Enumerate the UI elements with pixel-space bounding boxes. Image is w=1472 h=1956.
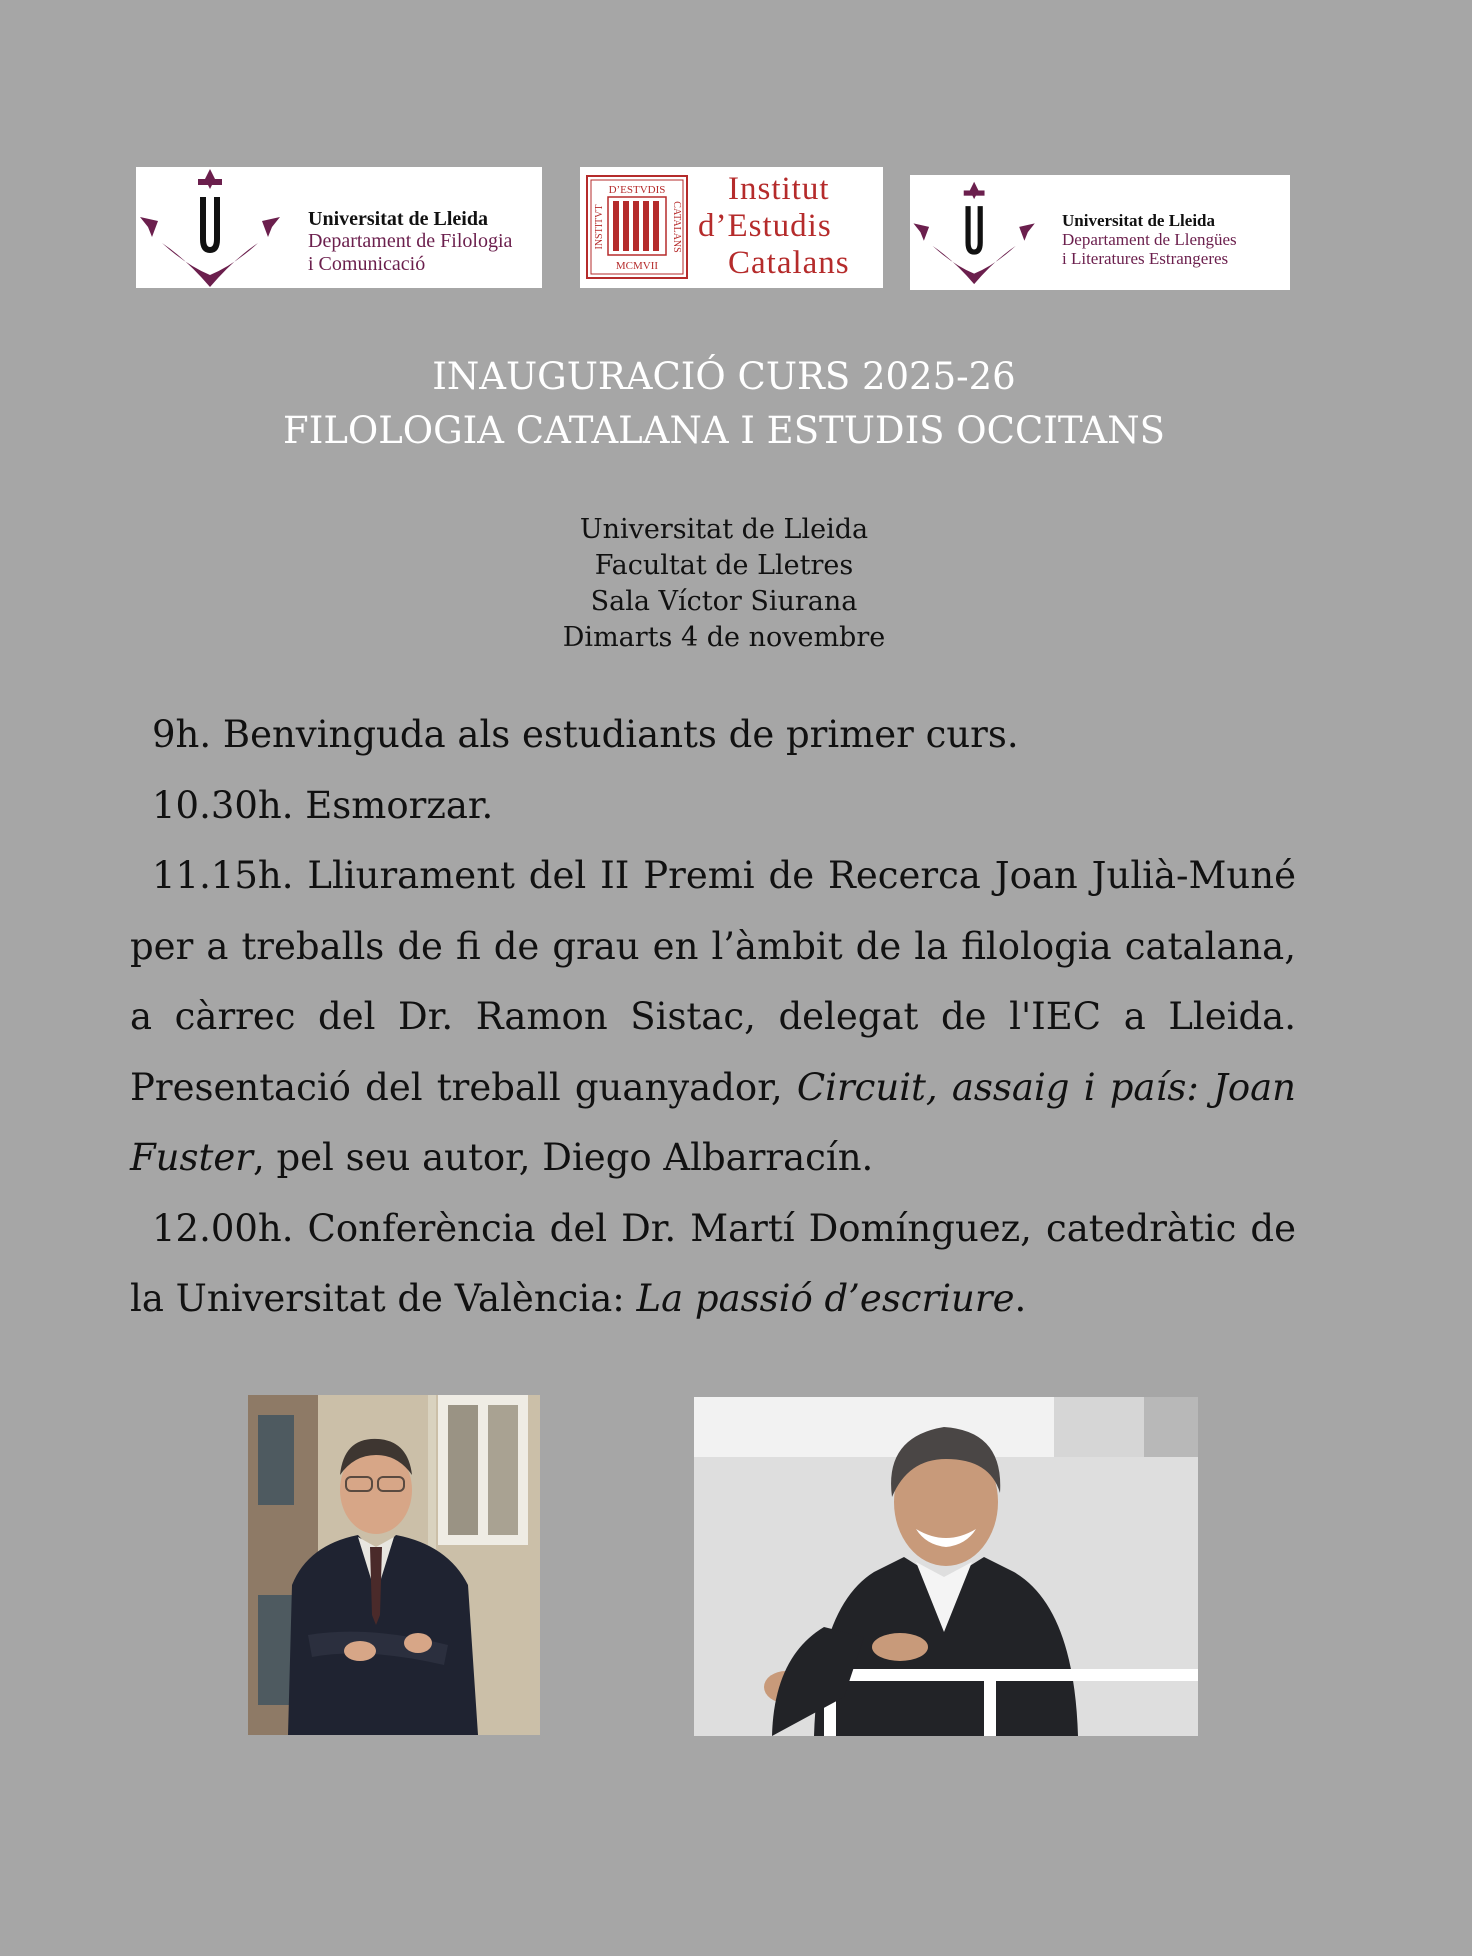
ul-llengues-logo — [910, 175, 1290, 290]
title-line2: FILOLOGIA CATALANA I ESTUDIS OCCITANS — [283, 409, 1165, 452]
iec-seal-icon — [586, 175, 688, 279]
venue-block — [0, 512, 1448, 656]
program-item-tail: . — [1014, 1277, 1027, 1320]
iec-line3: Catalans — [728, 245, 850, 281]
venue-room: Sala Víctor Siurana — [590, 586, 858, 617]
program-item-lecture — [130, 1194, 1296, 1335]
seal-top-text: D’ESTVDIS — [608, 184, 666, 196]
seal-left-text: INSTITVT — [594, 204, 605, 250]
program-item-welcome — [130, 700, 1296, 771]
title-line1: INAUGURACIÓ CURS 2025-26 — [432, 355, 1016, 398]
seal-right-text: CATALANS — [671, 201, 682, 253]
department-line1: Departament de Llengües — [1062, 230, 1237, 250]
iec-logo — [580, 167, 883, 288]
speaker-photo-dominguez — [694, 1397, 1198, 1736]
program-item-text: 10.30h. Esmorzar. — [152, 783, 494, 827]
iec-line1: Institut — [728, 171, 830, 207]
ul-llengues-text — [1062, 211, 1237, 268]
program-item-breakfast — [130, 771, 1296, 842]
ul-emblem-icon — [910, 175, 1040, 290]
speaker-photo-sistac — [248, 1395, 540, 1735]
lecture-title: La passió d’escriure — [636, 1277, 1015, 1320]
university-name: Universitat de Lleida — [308, 208, 488, 230]
work-title: Circuit, assaig i país: Joan Fuster — [130, 1065, 1296, 1179]
program-list — [130, 700, 1296, 1335]
program-item-award — [130, 841, 1296, 1194]
program-item-text: 12.00h. Conferència del Dr. Martí Domínguez, catedràtic de la Universitat de València: — [130, 1206, 1296, 1320]
program-item-text: 9h. Benvinguda als estudiants de primer curs. — [152, 713, 1019, 756]
program-item-tail: , pel seu autor, Diego Albarracín. — [252, 1136, 874, 1179]
ul-filologia-logo — [136, 167, 542, 288]
venue-university: Universitat de Lleida — [579, 514, 869, 545]
program-item-text: 11.15h. Lliurament del II Premi de Recerca Joan Julià-Muné per a treballs de fi de grau en l’àmbit de la filologia catalana, a càrrec del Dr. Ramon Sistac, delegat de l'IEC a Lleida. Presentació del treball guanyador, — [130, 854, 1296, 1109]
venue-date: Dimarts 4 de novembre — [562, 622, 886, 653]
department-line2: i Literatures Estrangeres — [1062, 249, 1229, 269]
iec-line2: d’Estudis — [698, 208, 832, 244]
department-line1: Departament de Filologia — [308, 230, 513, 253]
department-line2: i Comunicació — [308, 252, 426, 275]
venue-faculty: Facultat de Lletres — [594, 550, 854, 581]
ul-emblem-icon — [136, 167, 286, 288]
iec-wordmark — [698, 171, 850, 282]
university-name: Universitat de Lleida — [1062, 211, 1215, 230]
ul-filologia-text — [308, 208, 512, 275]
seal-bottom-text: MCMVII — [615, 260, 659, 272]
event-title — [0, 350, 1448, 458]
